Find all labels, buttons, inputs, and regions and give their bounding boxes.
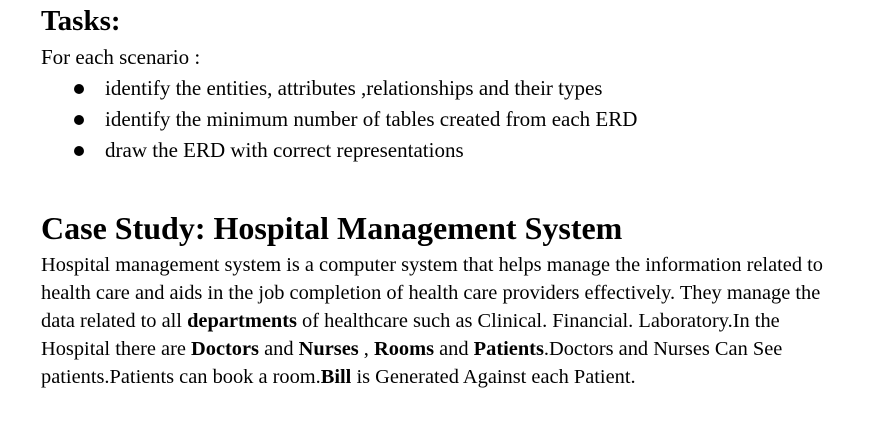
case-study-heading: Case Study: Hospital Management System	[41, 210, 623, 246]
bold-term: Patients	[473, 338, 544, 360]
paragraph-line	[41, 363, 867, 391]
text-run: Hospital there are	[41, 338, 192, 360]
paragraph-line	[41, 307, 867, 335]
tasks-intro: For each scenario :	[41, 45, 201, 69]
bullet-icon	[74, 146, 84, 156]
task-item-text: identify the entities, attributes ,relationships and their types	[105, 76, 603, 100]
task-item-text: identify the minimum number of tables created from each ERD	[105, 107, 638, 131]
bullet-icon	[74, 84, 84, 94]
bold-term: Rooms	[373, 338, 435, 360]
text-run: ,	[358, 338, 374, 360]
task-item	[41, 105, 637, 136]
tasks-heading: Tasks:	[41, 5, 121, 37]
case-study-paragraph	[41, 251, 867, 391]
text-run: and	[259, 338, 299, 360]
text-run: and	[434, 338, 474, 360]
text-run: of healthcare such as Clinical. Financial. Laboratory.In the	[296, 310, 780, 332]
bullet-icon	[74, 115, 84, 125]
tasks-list	[41, 74, 637, 167]
text-run: data related to all	[41, 310, 188, 332]
bold-term: Bill	[320, 366, 352, 388]
text-run: is Generated Against each Patient.	[351, 366, 636, 388]
paragraph-line	[41, 251, 867, 279]
paragraph-line	[41, 335, 867, 363]
paragraph-line	[41, 279, 867, 307]
text-run: Hospital management system is a computer system that helps manage the information related to	[41, 254, 824, 276]
text-run: patients.Patients can book a room.	[41, 366, 321, 388]
text-run: health care and aids in the job completion of health care providers effectively. They manage the	[41, 282, 821, 304]
task-item	[41, 74, 637, 105]
bold-term: Doctors	[191, 338, 259, 360]
task-item	[41, 136, 637, 167]
task-item-text: draw the ERD with correct representations	[105, 138, 464, 162]
text-run: .Doctors and Nurses Can See	[543, 338, 783, 360]
bold-term: departments	[187, 310, 297, 332]
bold-term: Nurses	[298, 338, 359, 360]
